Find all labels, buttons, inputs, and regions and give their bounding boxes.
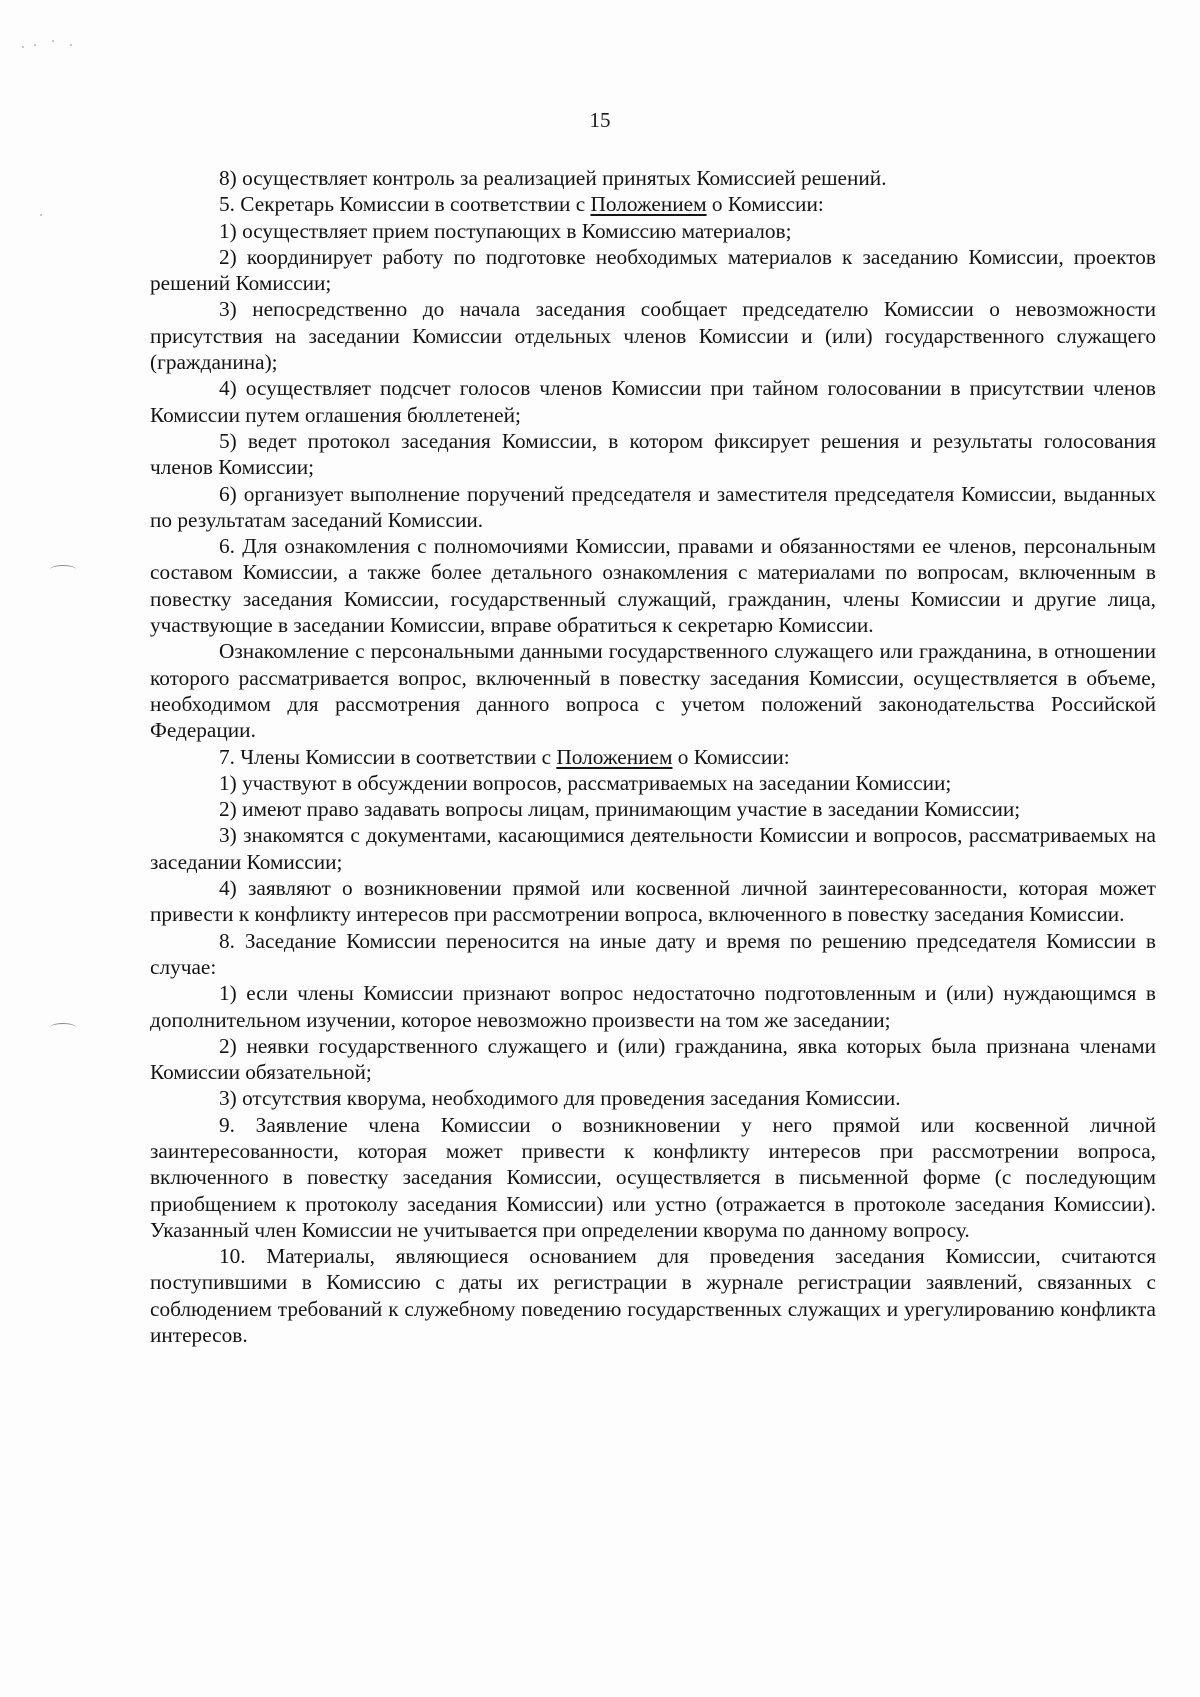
scan-punch-mark	[50, 1023, 76, 1032]
paragraph-text: 5. Секретарь Комиссии в соответствии с	[219, 192, 591, 217]
paragraph: 3) непосредственно до начала заседания сообщает председателю Комиссии о невозможности присутствия на заседании Комиссии отдельных членов Комиссии и (или) государственного служащего (гражданина);	[150, 297, 1156, 375]
paragraph: 5) ведет протокол заседания Комиссии, в котором фиксирует решения и результаты голосования членов Комиссии;	[150, 428, 1156, 480]
paragraph: Ознакомление с персональными данными государственного служащего или гражданина, в отношении которого рассматривается вопрос, включенный в повестку заседания Комиссии, осуществляется в объеме, необходимом для рассмотрения данного вопроса с учетом положений законодательства Российской Федерации.	[150, 639, 1156, 743]
document-body	[150, 165, 1156, 1348]
scan-dust	[70, 44, 72, 46]
paragraph: 1) участвуют в обсуждении вопросов, рассматриваемых на заседании Комиссии;	[219, 770, 952, 795]
paragraph: 1) если члены Комиссии признают вопрос недостаточно подготовленным и (или) нуждающимся в дополнительном изучении, которое невозможно произвести на том же заседании;	[150, 981, 1156, 1032]
paragraph	[150, 744, 1156, 770]
page-number: 15	[589, 108, 611, 132]
paragraph: 2) неявки государственного служащего и (или) гражданина, явка которых была признана членами Комиссии обязательной;	[150, 1033, 1156, 1085]
scan-dust	[34, 44, 36, 46]
paragraph: 4) осуществляет подсчет голосов членов Комиссии при тайном голосовании в присутствии членов Комиссии путем оглашения бюллетеней;	[150, 376, 1156, 427]
paragraph: 1) осуществляет прием поступающих в Комиссию материалов;	[219, 218, 792, 243]
regulation-link[interactable]: Положением	[590, 192, 707, 217]
paragraph: 3) знакомятся с документами, касающимися деятельности Комиссии и вопросов, рассматриваемых на заседании Комиссии;	[150, 823, 1156, 874]
scan-dust	[52, 40, 54, 42]
paragraph: 6. Для ознакомления с полномочиями Комиссии, правами и обязанностями ее членов, персональным составом Комиссии, а также более детального ознакомления с материалами по вопросам, включенным в повестку заседания Комиссии, государственный служащий, гражданин, члены Комиссии и другие лица, участвующие в заседании Комиссии, вправе обратиться к секретарю Комиссии.	[150, 534, 1156, 638]
paragraph: 6) организует выполнение поручений председателя и заместителя председателя Комиссии, выданных по результатам заседаний Комиссии.	[150, 481, 1156, 532]
paragraph: 2) координирует работу по подготовке необходимых материалов к заседанию Комиссии, проектов решений Комиссии;	[150, 244, 1156, 296]
scan-punch-mark	[50, 565, 76, 574]
scan-dust	[40, 214, 42, 216]
paragraph	[150, 191, 1156, 217]
paragraph: 3) отсутствия кворума, необходимого для проведения заседания Комиссии.	[219, 1086, 901, 1111]
paragraph-text: о Комиссии:	[672, 744, 790, 769]
scan-dust	[22, 46, 24, 48]
regulation-link[interactable]: Положением	[556, 744, 673, 769]
paragraph-text: о Комиссии:	[706, 192, 824, 217]
paragraph: 8) осуществляет контроль за реализацией принятых Комиссией решений.	[219, 166, 887, 190]
paragraph: 8. Заседание Комиссии переносится на иные дату и время по решению председателя Комиссии в случае:	[150, 928, 1156, 979]
paragraph: 10. Материалы, являющиеся основанием для проведения заседания Комиссии, считаются поступившими в Комиссию с даты их регистрации в журнале регистрации заявлений, связанных с соблюдением требований к служебному поведению государственных служащих и урегулированию конфликта интересов.	[150, 1244, 1156, 1348]
paragraph: 2) имеют право задавать вопросы лицам, принимающим участие в заседании Комиссии;	[219, 797, 1021, 822]
paragraph-text: 7. Члены Комиссии в соответствии с	[219, 744, 557, 769]
paragraph: 4) заявляют о возникновении прямой или косвенной личной заинтересованности, которая может привести к конфликту интересов при рассмотрении вопроса, включенного в повестку заседания Комиссии.	[150, 876, 1156, 927]
paragraph: 9. Заявление члена Комиссии о возникновении у него прямой или косвенной личной заинтересованности, которая может привести к конфликту интересов при рассмотрении вопроса, включенного в повестку заседания Комиссии, осуществляется в письменной форме (с последующим приобщением к протоколу заседания Комиссии) или устно (отражается в протоколе заседания Комиссии). Указанный член Комиссии не учитывается при определении кворума по данному вопросу.	[150, 1112, 1156, 1242]
